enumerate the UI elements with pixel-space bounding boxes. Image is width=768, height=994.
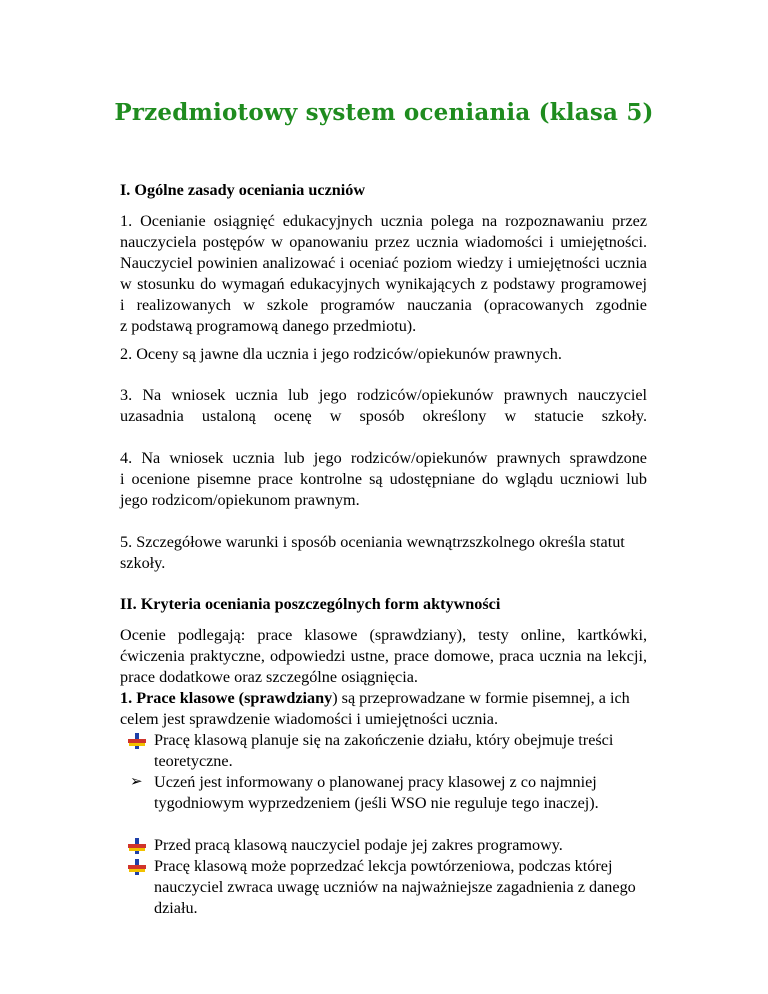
point-1-line: [120, 688, 680, 709]
point-1: [120, 688, 680, 730]
paragraph-line: w stosunku do wymagań edukacyjnych wynikających z podstawy programowej: [120, 275, 647, 293]
list-item-line: tygodniowym wyprzedzeniem (jeśli WSO nie reguluje tego inaczej).: [154, 794, 599, 812]
list-item: [120, 856, 680, 919]
paragraph-line: prace dodatkowe oraz szczególne osiągnięcia.: [120, 668, 418, 686]
list-item-line: teoretyczne.: [154, 752, 233, 770]
paragraph-3: [120, 385, 647, 427]
paragraph-line: 4. Na wniosek ucznia lub jego rodziców/opiekunów prawnych sprawdzone: [120, 449, 647, 467]
list-item: [120, 772, 680, 814]
paragraph-1: [120, 211, 647, 337]
paragraph-line: i ocenione pisemne prace kontrolne są udostępniane do wglądu uczniowi lub: [120, 470, 647, 488]
paragraph-line: 2. Oceny są jawne dla ucznia i jego rodziców/opiekunów prawnych.: [120, 345, 562, 363]
section-2-intro: [120, 625, 647, 688]
point-1-bold-label: 1. Prace klasowe (sprawdziany: [120, 689, 333, 707]
arrow-bullet-icon: ➢: [130, 774, 143, 790]
list-item-line: Uczeń jest informowany o planowanej pracy klasowej z co najmniej: [154, 773, 597, 791]
list-item-line: Przed pracą klasową nauczyciel podaje jej zakres programowy.: [154, 836, 563, 854]
paragraph-line: nauczyciela postępów w opanowaniu przez ucznia wiadomości i umiejętności.: [120, 233, 647, 251]
paragraph-line: ćwiczenia praktyczne, odpowiedzi ustne, prace domowe, praca ucznia na lekcji,: [120, 647, 647, 665]
paragraph-line: z podstawą programową danego przedmiotu).: [120, 317, 417, 335]
paragraph-line: uzasadnia ustaloną ocenę w sposób określony w statucie szkoły.: [120, 407, 647, 425]
list-item-line: działu.: [154, 899, 198, 917]
list-item: [120, 835, 680, 856]
cross-bullet-icon: [128, 733, 146, 749]
point-1-line: celem jest sprawdzenie wiadomości i umiejętności ucznia.: [120, 710, 499, 728]
paragraph-line: i realizowanych w szkole programów nauczania (opracowanych zgodnie: [120, 296, 647, 314]
paragraph-line: Ocenie podlegają: prace klasowe (sprawdziany), testy online, kartkówki,: [120, 626, 647, 644]
cross-bullet-icon: [128, 838, 146, 854]
paragraph-4: [120, 448, 647, 511]
list-item-line: nauczyciel zwraca uwagę uczniów na najważniejsze zagadnienia z danego: [154, 878, 636, 896]
paragraph-line: jego rodzicom/opiekunom prawnym.: [120, 491, 360, 509]
list-item-line: Pracę klasową może poprzedzać lekcja powtórzeniowa, podczas której: [154, 857, 613, 875]
cross-bullet-icon: [128, 859, 146, 875]
paragraph-5: [120, 532, 647, 574]
paragraph-line: Nauczyciel powinien analizować i oceniać poziom wiedzy i umiejętności ucznia: [120, 254, 647, 272]
section-2-heading: II. Kryteria oceniania poszczególnych form aktywności: [120, 595, 501, 613]
list-item-line: Pracę klasową planuje się na zakończenie działu, który obejmuje treści: [154, 731, 614, 749]
list-item: [120, 730, 680, 772]
document-title: Przedmiotowy system oceniania (klasa 5): [114, 99, 654, 126]
bullet-list: [120, 730, 680, 919]
section-1-heading: I. Ogólne zasady oceniania uczniów: [120, 181, 366, 199]
paragraph-line: 5. Szczegółowe warunki i sposób oceniania wewnątrzszkolnego określa statut: [120, 533, 625, 551]
paragraph-line: 1. Ocenianie osiągnięć edukacyjnych ucznia polega na rozpoznawaniu przez: [120, 212, 647, 230]
point-1-text: ) są przeprowadzane w formie pisemnej, a ich: [332, 689, 630, 707]
paragraph-line: 3. Na wniosek ucznia lub jego rodziców/opiekunów prawnych nauczyciel: [120, 386, 647, 404]
paragraph-2: [120, 344, 647, 365]
paragraph-line: szkoły.: [120, 554, 166, 572]
